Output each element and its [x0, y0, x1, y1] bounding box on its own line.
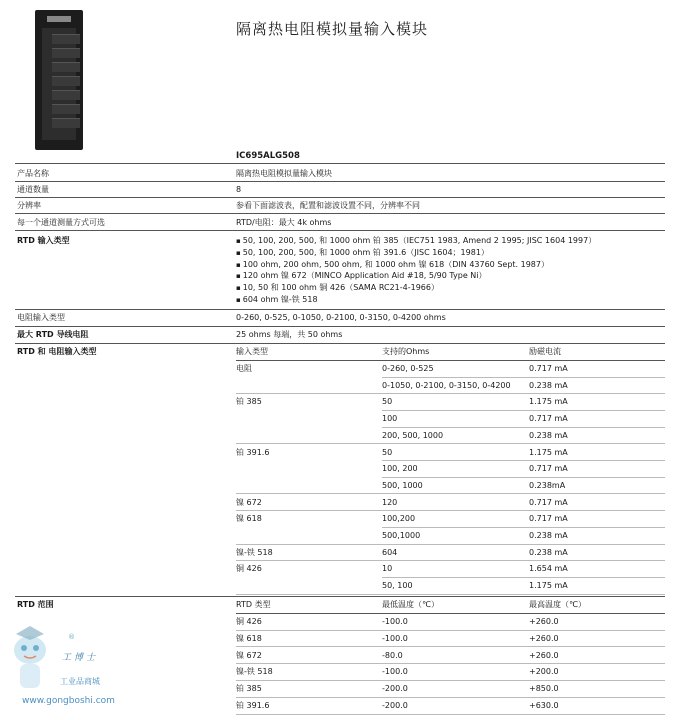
table-cell: +260.0 [529, 650, 559, 660]
table-divider [236, 360, 665, 361]
table-cell: 铂 385 [236, 684, 262, 694]
table-divider [236, 510, 665, 511]
spec-value: 参看下面滤波表，配置和滤波设置不同，分辨率不同 [236, 201, 420, 210]
spec-label: 通道数量 [17, 185, 49, 194]
table-cell: 镍-铁 518 [236, 547, 273, 557]
table-cell: -100.0 [382, 617, 408, 626]
spec-label: RTD 和 电阻输入类型 [17, 347, 97, 356]
table-cell: 0.238 mA [529, 547, 568, 557]
table-cell: 0.717 mA [529, 364, 568, 373]
table-cell: 0.238 mA [529, 430, 568, 440]
rtd-type-item: ▪ 120 ohm 镍 672（MINCO Application Aid #18, 5/90 Type Ni） [236, 271, 487, 281]
spec-value: 25 ohms 每端，共 50 ohms [236, 330, 343, 339]
table-cell: 0.238 mA [529, 380, 568, 390]
spec-value: RTD/电阻：最大 4k ohms [236, 218, 332, 227]
table-divider [15, 230, 665, 231]
table-cell: 120 [382, 497, 398, 507]
table-divider [236, 594, 665, 595]
table-divider [15, 343, 665, 344]
table-divider [382, 577, 665, 578]
table-cell: 0.717 mA [529, 464, 568, 474]
table-cell: 0.717 mA [529, 414, 568, 424]
table-cell: 100, 200 [382, 464, 418, 474]
table-divider [15, 213, 665, 214]
table-cell: 镍 672 [236, 650, 262, 660]
table-cell: 镍 618 [236, 514, 262, 524]
table-cell: 100 [382, 414, 398, 424]
table-cell: 50, 100 [382, 581, 413, 591]
table-cell: +630.0 [529, 701, 559, 710]
spec-label: 分辨率 [17, 201, 41, 210]
table-cell: 500, 1000 [382, 480, 423, 490]
table-cell: 1.175 mA [529, 397, 568, 407]
watermark-mascot [10, 620, 50, 700]
table-cell: 50 [382, 397, 393, 407]
table-divider [382, 427, 665, 428]
table-cell: 500,1000 [382, 531, 421, 540]
rtd-type-item: ▪ 50, 100, 200, 500, 和 1000 ohm 铂 385（IEC751 1983, Amend 2 1995; JISC 1604 1997） [236, 236, 596, 246]
table-cell: -200.0 [382, 701, 408, 710]
spec-value: 8 [236, 185, 242, 194]
table-cell: 10 [382, 564, 393, 574]
page-title: 隔离热电阻模拟量输入模块 [236, 20, 429, 38]
table-cell: 604 [382, 547, 398, 557]
table-cell: 电阻 [236, 364, 252, 373]
table-header: 最低温度（℃） [382, 600, 439, 609]
table-cell: -200.0 [382, 684, 408, 694]
table-divider [236, 663, 665, 664]
watermark-url: www.gongboshi.com [22, 696, 115, 706]
spec-label: 每一个通道测量方式可选 [17, 218, 105, 227]
table-divider [15, 326, 665, 327]
table-cell: 1.175 mA [529, 447, 568, 457]
table-cell: 0-1050, 0-2100, 0-3150, 0-4200 [382, 380, 511, 390]
table-divider [382, 460, 665, 461]
table-divider [236, 443, 665, 444]
table-divider [236, 393, 665, 394]
spec-label: 产品名称 [17, 169, 49, 178]
table-divider [15, 181, 665, 182]
spec-value: 隔离热电阻模拟量输入模块 [236, 169, 332, 178]
table-divider [236, 680, 665, 681]
model-number: IC695ALG508 [236, 151, 300, 161]
table-cell: 200, 500, 1000 [382, 430, 444, 440]
table-cell: 100,200 [382, 514, 416, 524]
table-cell: +200.0 [529, 667, 559, 677]
rtd-type-item: ▪ 50, 100, 200, 500, 和 1000 ohm 铂 391.6（JISC 1604；1981） [236, 248, 489, 258]
table-cell: 镍-铁 518 [236, 667, 273, 677]
spec-label: 最大 RTD 导线电阻 [17, 330, 89, 339]
watermark-subtitle: 工业品商城 [60, 677, 100, 686]
spec-value: 0-260, 0-525, 0-1050, 0-2100, 0-3150, 0-4200 ohms [236, 313, 446, 322]
rtd-type-item: ▪ 100 ohm, 200 ohm, 500 ohm, 和 1000 ohm 镍 618（DIN 43760 Sept. 1987） [236, 260, 549, 270]
table-cell: +260.0 [529, 633, 559, 643]
table-cell: 1.175 mA [529, 581, 568, 591]
registered-mark: ® [68, 633, 75, 641]
table-divider [236, 560, 665, 561]
table-divider [15, 163, 665, 164]
table-cell: +260.0 [529, 617, 559, 626]
table-cell: 0.238 mA [529, 531, 568, 540]
table-divider [236, 714, 665, 715]
table-cell: -100.0 [382, 667, 408, 677]
table-cell: 0-260, 0-525 [382, 364, 434, 373]
table-cell: 50 [382, 447, 393, 457]
table-cell: 铜 426 [236, 617, 262, 626]
product-image [35, 10, 83, 150]
table-divider [382, 410, 665, 411]
spec-label: RTD 输入类型 [17, 236, 70, 245]
table-header: 励磁电流 [529, 347, 561, 356]
table-divider [236, 646, 665, 647]
table-cell: 镍 618 [236, 633, 262, 643]
table-cell: -100.0 [382, 633, 408, 643]
table-header: 最高温度（℃） [529, 600, 586, 609]
table-header: 支持的Ohms [382, 347, 430, 356]
table-cell: 0.717 mA [529, 497, 568, 507]
spec-label: RTD 范围 [17, 600, 54, 609]
table-cell: 铂 391.6 [236, 447, 270, 457]
table-divider [236, 630, 665, 631]
table-cell: 铜 426 [236, 564, 262, 574]
table-divider [15, 596, 665, 597]
table-divider [236, 613, 665, 614]
rtd-type-item: ▪ 10, 50 和 100 ohm 铜 426（SAMA RC21-4-1966） [236, 283, 439, 293]
table-cell: 铂 385 [236, 397, 262, 407]
watermark-brand: 工博士 [62, 653, 99, 663]
table-divider [236, 697, 665, 698]
table-cell: 1.654 mA [529, 564, 568, 574]
spec-label: 电阻输入类型 [17, 313, 65, 322]
table-cell: 0.238mA [529, 480, 566, 490]
table-cell: 0.717 mA [529, 514, 568, 524]
table-cell: 铂 391.6 [236, 701, 270, 710]
table-cell: -80.0 [382, 650, 403, 660]
table-divider [236, 493, 665, 494]
table-header: RTD 类型 [236, 600, 271, 609]
table-header: 输入类型 [236, 347, 268, 356]
table-divider [382, 527, 665, 528]
table-divider [382, 377, 665, 378]
table-cell: 镍 672 [236, 497, 262, 507]
table-divider [236, 544, 665, 545]
table-cell: +850.0 [529, 684, 559, 694]
table-divider [382, 477, 665, 478]
rtd-type-item: ▪ 604 ohm 镍-铁 518 [236, 295, 318, 305]
table-divider [15, 197, 665, 198]
table-divider [15, 309, 665, 310]
